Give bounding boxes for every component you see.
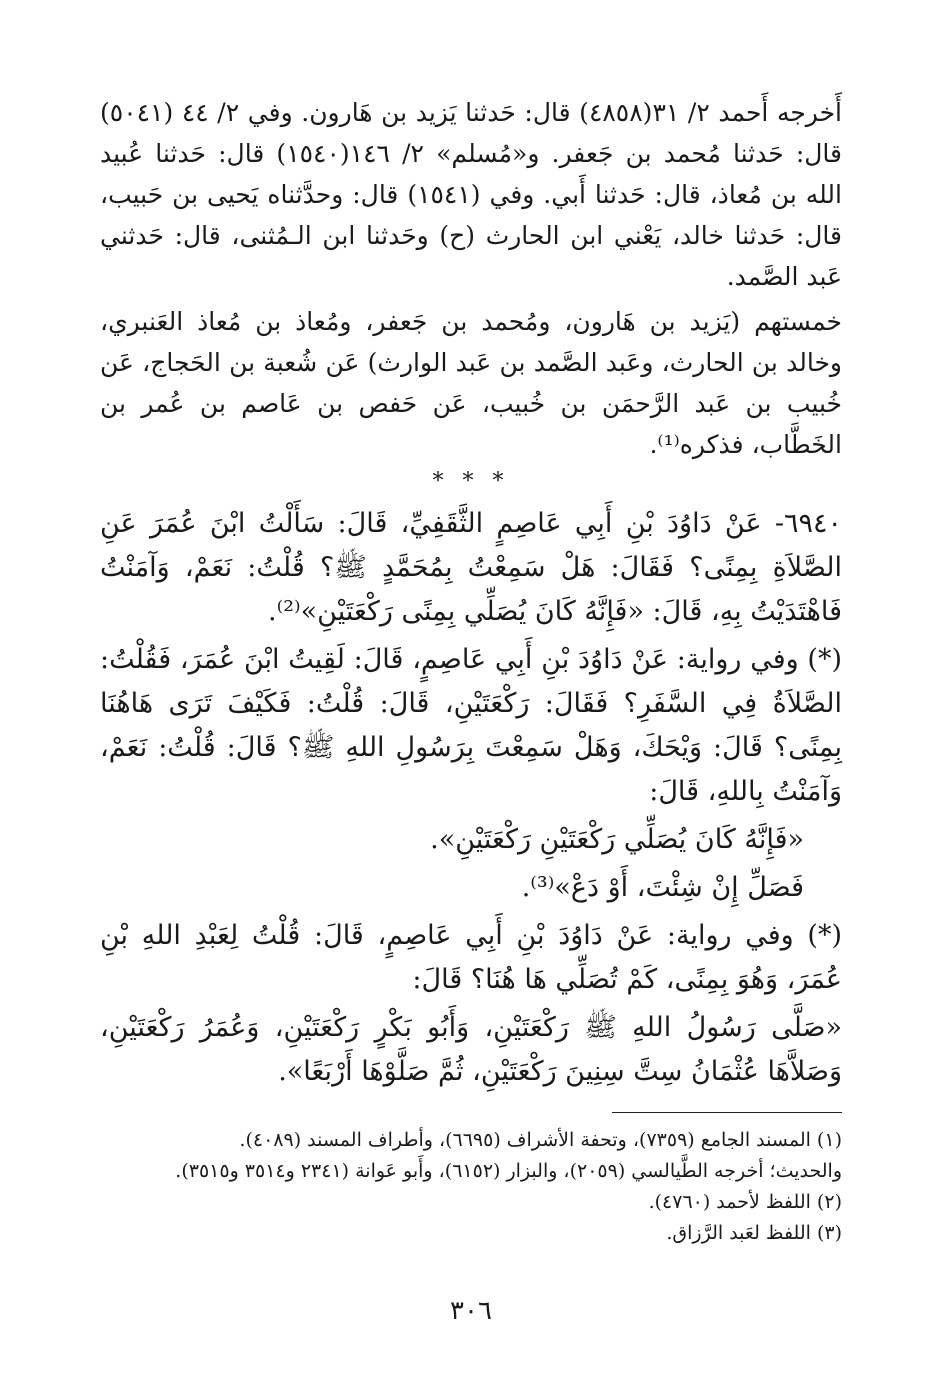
footnote-divider — [612, 1112, 842, 1113]
hadith-main: ٦٩٤٠- عَنْ دَاوُدَ بْنِ أَبِي عَاصِمٍ الثَّقَفِيِّ، قَالَ: سَأَلْتُ ابْنَ عُمَرَ عَنِ الصَّلاَةِ بِمِنًى؟ فَقَالَ: هَلْ سَمِعْتُ بِمُحَمَّدٍ ﷺ؟ قُلْتُ: نَعَمْ، وَآمَنْتُ فَاهْتَدَيْتُ بِهِ، قَالَ: «فَإِنَّهُ كَانَ يُصَلِّي بِمِنًى رَكْعَتَيْنِ»⁽²⁾. — [100, 508, 842, 627]
source-paragraph-1: أَخرجه أَحمد ٢/ ٣١(٤٨٥٨) قال: حَدثنا يَزيد بن هَارون. وفي ٢/ ٤٤ (٥٠٤١) قال: حَدثنا مُحمد بن جَعفر. و«مُسلم» ٢/ ١٤٦(١٥٤٠) قال: حَدثنا عُبيد الله بن مُعاذ، قال: حَدثنا أَبي. وفي (١٥٤١) قال: وحدَّثناه يَحيى بن حَبيب، قال: حَدثنا خالد، يَعْني ابن الحارث (ح) وحَدثنا ابن الـمُثنى، قال: حَدثني عَبد الصَّمد. — [100, 98, 843, 291]
page-body — [100, 92, 842, 1332]
page-number: ٣٠٦ — [450, 1296, 492, 1326]
footnote-2: (٢) اللفظ لأحمد (٤٧٦٠). — [648, 1191, 842, 1213]
source-paragraph-2: خمستهم (يَزيد بن هَارون، ومُحمد بن جَعفر، ومُعاذ بن مُعاذ العَنبري، وخالد بن الحارث، وعَبد الصَّمد بن عَبد الوارث) عَن شُعبة بن الحَجاج، عَن خُبيب بن عَبد الرَّحمَن بن خُبيب، عَن حَفص بن عَاصم بن عُمر بن الخَطَّاب، فذكره⁽¹⁾. — [100, 307, 842, 459]
footnote-3: (٣) اللفظ لعَبد الرَّزاق. — [666, 1222, 842, 1244]
footnote-1: (١) المسند الجامع (٧٣٥٩)، وتحفة الأشراف (٦٦٩٥)، وأطراف المسند (٤٠٨٩). — [239, 1129, 842, 1151]
section-separator: * * * — [432, 469, 510, 494]
hadith-variant-2: (*) وفي رواية: عَنْ دَاوُدَ بْنِ أَبِي عَاصِمٍ، قَالَ: قُلْتُ لِعَبْدِ اللهِ بْنِ عُمَرَ، وَهُوَ بِمِنًى، كَمْ تُصَلِّي هَا هُنَا؟ قَالَ: — [100, 920, 842, 995]
hadith-variant-1-quote-1: «فَإِنَّهُ كَانَ يُصَلِّي رَكْعَتَيْنِ رَكْعَتَيْنِ». — [430, 824, 804, 855]
hadith-variant-2-quote: «صَلَّى رَسُولُ اللهِ ﷺ رَكْعَتَيْنِ، وَأَبُو بَكْرٍ رَكْعَتَيْنِ، وَعُمَرُ رَكْعَتَيْنِ، وَصَلاَّهَا عُثْمَانُ سِتَّ سِنِينَ رَكْعَتَيْنِ، ثُمَّ صَلَّوْهَا أَرْبَعًا». — [100, 1012, 842, 1087]
hadith-variant-1: (*) وفي رواية: عَنْ دَاوُدَ بْنِ أَبِي عَاصِمٍ، قَالَ: لَقِيتُ ابْنَ عُمَرَ، فَقُلْتُ: الصَّلاَةُ فِي السَّفَرِ؟ فَقَالَ: رَكْعَتَيْنِ، قَالَ: قُلْتُ: فَكَيْفَ تَرَى هَاهُنَا بِمِنًى؟ قَالَ: وَيْحَكَ، وَهَلْ سَمِعْتَ بِرَسُولِ اللهِ ﷺ؟ قَالَ: قُلْتُ: نَعَمْ، وَآمَنْتُ بِاللهِ، قَالَ: — [100, 644, 842, 807]
hadith-variant-1-quote-2: فَصَلِّ إِنْ شِئْتَ، أَوْ دَعْ»⁽³⁾. — [521, 872, 804, 903]
footnote-1-continued: والحديث؛ أخرجه الطَّيالسي (٢٠٥٩)، والبزار (٦١٥٢)، وأَبو عَوانة (٢٣٤١ و٣٥١٤ و٣٥١٥). — [175, 1160, 842, 1182]
